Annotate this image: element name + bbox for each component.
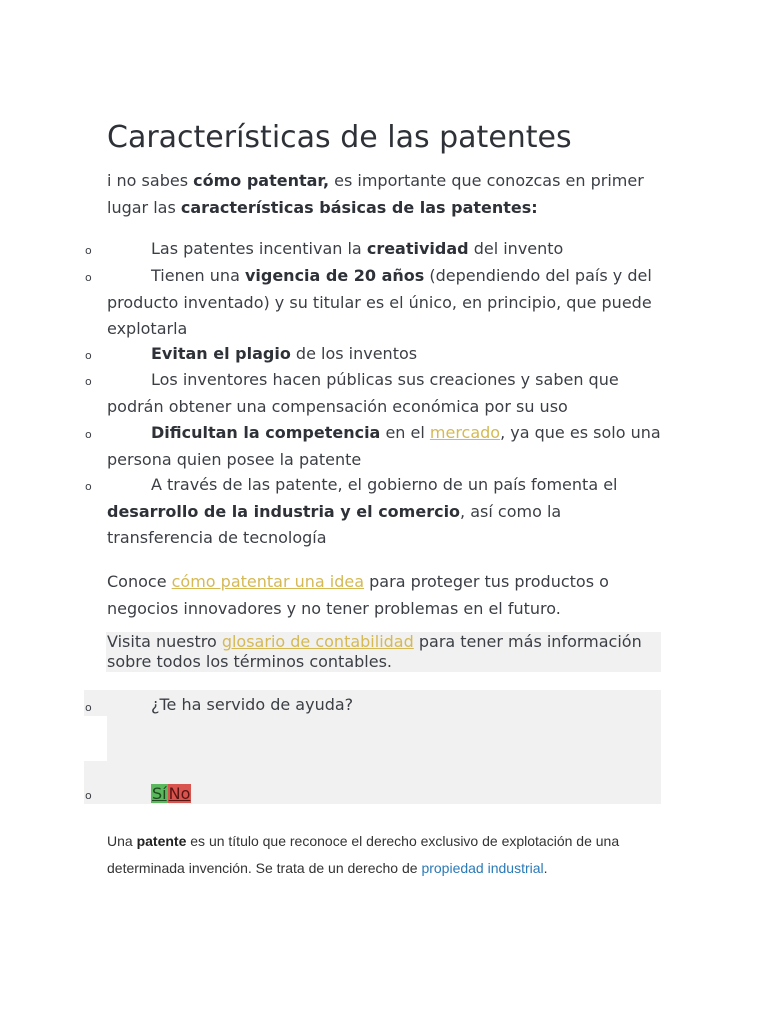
bullet-icon: o xyxy=(85,789,92,802)
definition-bold: patente xyxy=(136,833,187,849)
bullet-icon: o xyxy=(85,701,92,714)
visita-paragraph xyxy=(107,632,662,672)
list-item xyxy=(107,263,667,343)
list-item-bold: desarrollo de la industria y el comercio xyxy=(107,501,461,521)
feedback-answers xyxy=(107,781,667,808)
feedback-question-text: ¿Te ha servido de ayuda? xyxy=(151,695,354,714)
list-item-text: de los inventos xyxy=(290,344,418,363)
visita-text: para tener más información sobre todos los términos contables. xyxy=(107,632,642,671)
list-item-text: , así como la transferencia de tecnología xyxy=(107,501,562,547)
propiedad-industrial-link[interactable]: propiedad industrial xyxy=(421,860,544,876)
intro-bold-1: cómo patentar, xyxy=(193,171,330,190)
list-item xyxy=(107,472,667,552)
no-button[interactable]: No xyxy=(168,784,191,803)
list-item-text: , ya que es solo una persona quien posee la patente xyxy=(107,423,661,469)
page-title: Características de las patentes xyxy=(107,120,572,155)
bullet-icon: o xyxy=(85,271,92,284)
conoce-text: Conoce xyxy=(107,572,172,591)
list-item-text: del invento xyxy=(468,239,564,258)
definition-text: . xyxy=(543,860,548,876)
list-item xyxy=(107,420,667,473)
list-item-bold: Evitan el plagio xyxy=(151,344,291,363)
mercado-link[interactable]: mercado xyxy=(429,423,501,442)
intro-text-1: i no sabes xyxy=(107,171,194,190)
definition-text: es un título que reconoce el derecho exclusivo de explotación de una determinada invención. Se trata de un derecho de xyxy=(107,833,620,876)
intro-paragraph xyxy=(107,168,667,221)
como-patentar-link[interactable]: cómo patentar una idea xyxy=(171,572,365,591)
conoce-paragraph xyxy=(107,569,667,622)
list-item-bold: Dificultan la competencia xyxy=(151,423,381,442)
definition-text: Una xyxy=(107,833,137,849)
conoce-text: para proteger tus productos o negocios innovadores y no tener problemas en el futuro. xyxy=(107,572,609,618)
glosario-link[interactable]: glosario de contabilidad xyxy=(221,632,414,651)
intro-text-2: es importante que conozcas en primer lugar las xyxy=(107,171,644,217)
feedback-question xyxy=(107,692,667,719)
bullet-icon: o xyxy=(85,375,92,388)
definition-paragraph xyxy=(107,828,677,882)
list-item-text: (dependiendo del país y del producto inventado) y su titular es el único, en principio, que puede explotarla xyxy=(107,266,652,338)
feedback-notch xyxy=(84,716,107,761)
list-item-bold: creatividad xyxy=(366,239,469,258)
intro-bold-2: características básicas de las patentes: xyxy=(180,197,538,217)
visita-text: Visita nuestro xyxy=(107,632,222,651)
list-item-text: Los inventores hacen públicas sus creaciones y saben que podrán obtener una compensación económica por su uso xyxy=(107,370,619,416)
bullet-icon: o xyxy=(85,244,92,257)
list-item-text: en el xyxy=(380,423,430,442)
list-item-text: A través de las patente, el gobierno de un país fomenta el xyxy=(151,475,618,494)
list-item-bold: vigencia de 20 años xyxy=(244,266,425,285)
bullet-icon: o xyxy=(85,349,92,362)
list-item-text: Las patentes incentivan la xyxy=(151,239,367,258)
list-item xyxy=(107,341,667,368)
list-item-text: Tienen una xyxy=(151,266,245,285)
bullet-icon: o xyxy=(85,480,92,493)
list-item xyxy=(107,236,667,263)
bullet-icon: o xyxy=(85,428,92,441)
list-item xyxy=(107,367,667,420)
yes-button[interactable]: Sí xyxy=(152,784,167,803)
